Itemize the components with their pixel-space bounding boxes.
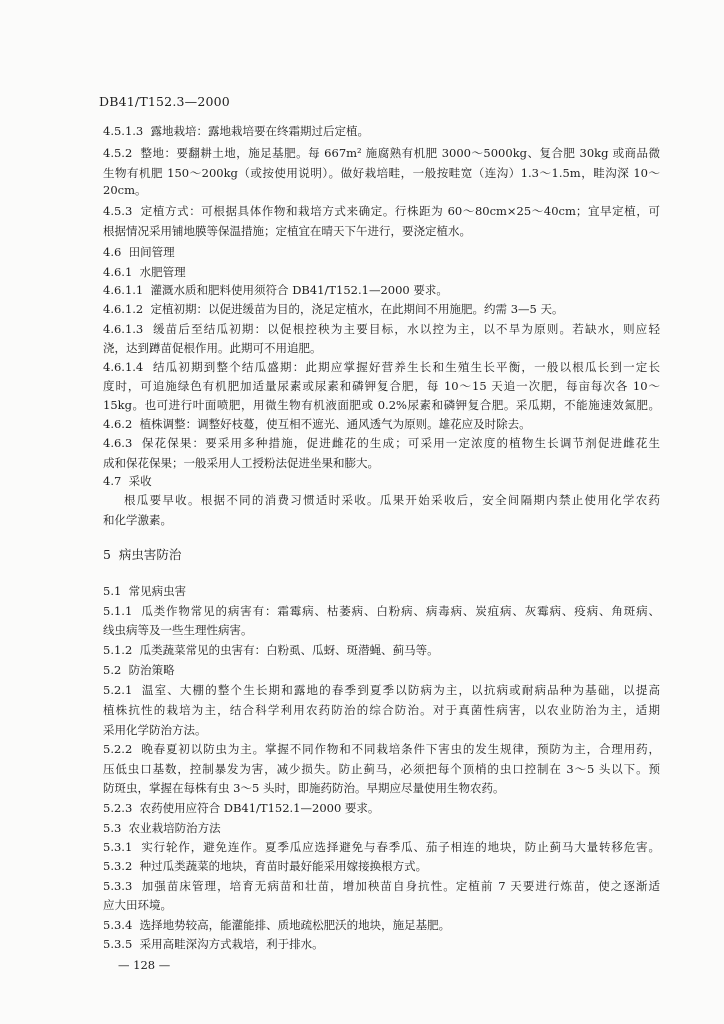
text-line: 应大田环境。: [103, 898, 172, 912]
text-line: 4.6.1.2 定植初期：以促进缓苗为目的，浇足定植水，在此期间不用施肥。约需 3—5 天。: [103, 302, 564, 316]
text-line: 浇，达到蹲苗促根作用。此期可不用追肥。: [103, 341, 322, 355]
text-line: 4.5.2 整地：要翻耕土地，施足基肥。每 667m² 施腐熟有机肥 3000～5000kg、复合肥 30kg 或商品微: [103, 146, 660, 160]
text-line: 5.3.5 采用高畦深沟方式栽培，利于排水。: [103, 937, 324, 951]
text-line: 成和保花保果；一般采用人工授粉法促进坐果和膨大。: [103, 456, 379, 470]
text-line: 5.3.4 选择地势较高，能灌能排、质地疏松肥沃的地块，施足基肥。: [103, 918, 451, 932]
text-line: 4.6.1.3 缓苗后至结瓜初期：以促根控秧为主要目标，水以控为主，以不旱为原则。若缺水，则应轻: [103, 322, 660, 336]
subsection-heading: 5.1 常见病虫害: [103, 584, 187, 598]
text-line: 度时，可追施绿色有机肥加适量尿素或尿素和磷钾复合肥，每 10～15 天追一次肥，每亩每次各 10～: [103, 379, 660, 393]
text-line: 和化学激素。: [103, 513, 172, 527]
text-line: 5.3.2 种过瓜类蔬菜的地块，育苗时最好能采用嫁接换根方式。: [103, 859, 428, 873]
text-line: 5.1.1 瓜类作物常见的病害有：霜霉病、枯萎病、白粉病、病毒病、炭疽病、灰霉病、疫病、角斑病、: [103, 604, 660, 618]
text-line: 根据情况采用铺地膜等保温措施；定植宜在晴天下午进行，要浇定植水。: [103, 224, 471, 238]
subsection-heading: 4.7 采收: [103, 474, 152, 488]
subsection-heading: 5.2 防治策略: [103, 663, 175, 677]
standard-code-header: DB41/T152.3—2000: [99, 94, 230, 109]
text-line: 压低虫口基数，控制暴发为害，减少损失。防止蓟马，必须把每个顶梢的虫口控制在 3～5 头以下。预: [103, 762, 660, 776]
text-line: 4.5.1.3 露地栽培：露地栽培要在终霜期过后定植。: [103, 124, 370, 138]
page-number: — 128 —: [118, 958, 171, 972]
text-line: 4.5.3 定植方式：可根据具体作物和栽培方式来确定。行株距为 60～80cm×25～40cm；宜早定植，可: [103, 204, 660, 218]
subsection-heading: 4.6.1 水肥管理: [103, 265, 186, 279]
text-line: 5.2.3 农药使用应符合 DB41/T152.1—2000 要求。: [103, 801, 380, 815]
text-line: 采用化学防治方法。: [103, 723, 207, 737]
text-line: 防斑虫，掌握在每株有虫 3～5 头时，即施药防治。早期应尽量使用生物农药。: [103, 781, 505, 795]
text-line: 4.6.2 植株调整：调整好枝蔓，使互相不遮光、通风透气为原则。雄花应及时除去。: [103, 417, 531, 431]
text-line: 5.1.2 瓜类蔬菜常见的虫害有：白粉虱、瓜蚜、斑潜蝇、蓟马等。: [103, 643, 439, 657]
text-line: 20cm。: [103, 183, 147, 197]
text-line: 4.6.1.4 结瓜初期到整个结瓜盛期：此期应掌握好营养生长和生殖生长平衡，一般以根瓜长到一定长: [103, 360, 660, 374]
text-line: 生物有机肥 150～200kg（或按使用说明）。做好栽培畦，一般按畦宽（连沟）1.3～1.5m，畦沟深 10～: [103, 166, 660, 180]
text-line: 线虫病等及一些生理性病害。: [103, 623, 253, 637]
text-line: 4.6.1.1 灌溉水质和肥料使用须符合 DB41/T152.1—2000 要求。: [103, 283, 448, 297]
text-line: 4.6.3 保花保果：要采用多种措施，促进雌花的生成；可采用一定浓度的植物生长调节剂促进雌花生: [103, 436, 660, 450]
text-line: 15kg。也可进行叶面喷肥，用微生物有机液面肥或 0.2%尿素和磷钾复合肥。采瓜期，不能施速效氮肥。: [103, 398, 660, 412]
text-line: 5.2.1 温室、大棚的整个生长期和露地的春季到夏季以防病为主，以抗病或耐病品种为基础，以提高: [103, 683, 660, 697]
section-heading: 5 病虫害防治: [103, 547, 182, 562]
text-line: 植株抗性的栽培为主，结合科学利用农药防治的综合防治。对于真菌性病害，以农业防治为主，适期: [103, 703, 660, 717]
text-line: 5.3.1 实行轮作，避免连作。夏季瓜应选择避免与春季瓜、茄子相连的地块，防止蓟马大量转移危害。: [103, 840, 660, 854]
text-line: 5.3.3 加强苗床管理，培育无病苗和壮苗，增加秧苗自身抗性。定植前 7 天要进行炼苗，使之逐渐适: [103, 879, 660, 893]
subsection-heading: 5.3 农业栽培防治方法: [103, 821, 221, 835]
text-line: 5.2.2 晚春夏初以防虫为主。掌握不同作物和不同栽培条件下害虫的发生规律，预防为主，合理用药，: [103, 742, 660, 756]
text-line: 根瓜要早收。根据不同的消费习惯适时采收。瓜果开始采收后，安全间隔期内禁止使用化学农药: [124, 493, 660, 507]
subsection-heading: 4.6 田间管理: [103, 245, 175, 259]
